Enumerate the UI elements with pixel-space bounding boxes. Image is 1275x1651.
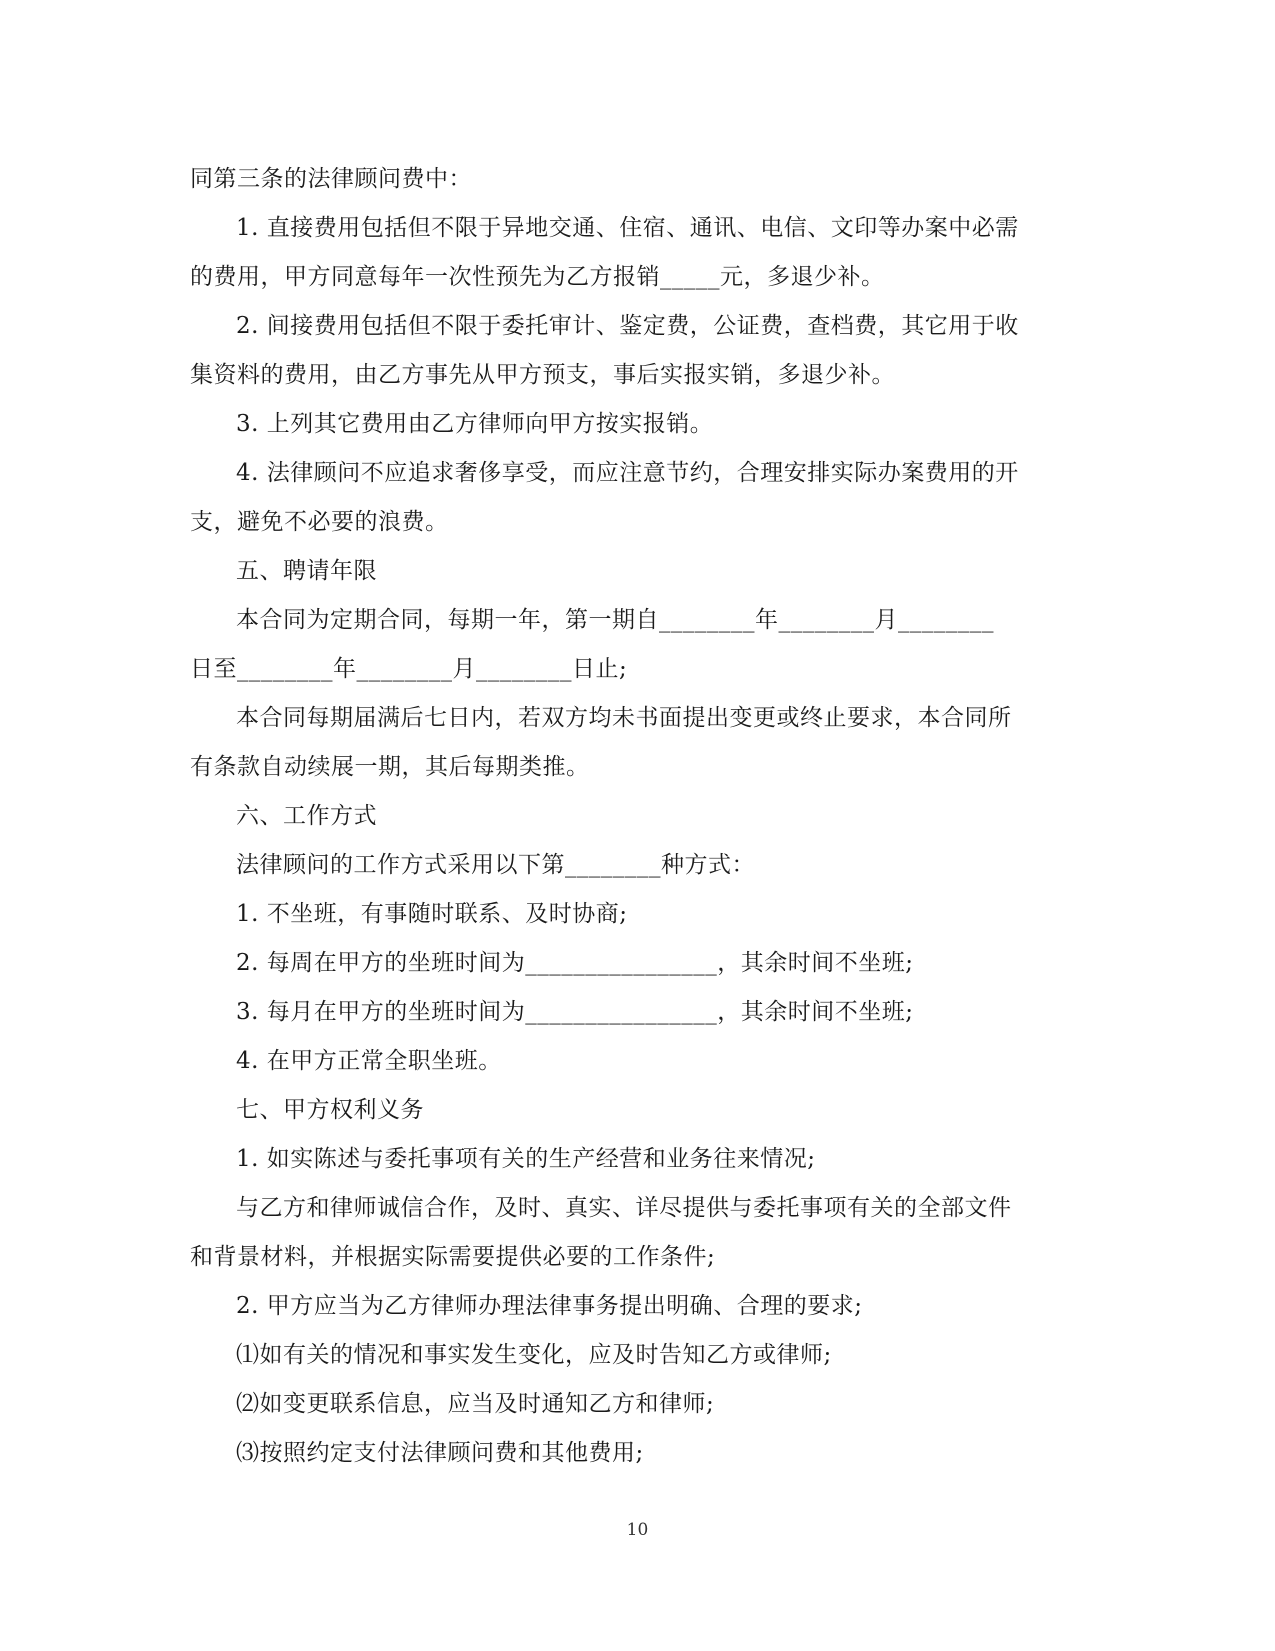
text-line: ⑶按照约定支付法律顾问费和其他费用; [236, 1440, 644, 1466]
text-line: 4. 法律顾问不应追求奢侈享受，而应注意节约，合理安排实际办案费用的开 [236, 460, 1019, 486]
section-heading: 六、工作方式 [236, 803, 377, 829]
text-line: 3. 上列其它费用由乙方律师向甲方按实报销。 [236, 411, 714, 437]
document-body [190, 155, 1070, 1478]
text-line: 与乙方和律师诚信合作，及时、真实、详尽提供与委托事项有关的全部文件 [236, 1195, 1012, 1221]
text-line: 支，避免不必要的浪费。 [190, 509, 449, 535]
page-number: 10 [626, 1520, 649, 1540]
text-line: 集资料的费用，由乙方事先从甲方预支，事后实报实销，多退少补。 [190, 362, 895, 388]
text-line: 法律顾问的工作方式采用以下第________种方式： [236, 852, 755, 878]
text-line: ⑴如有关的情况和事实发生变化，应及时告知乙方或律师; [236, 1342, 832, 1368]
section-heading: 五、聘请年限 [236, 558, 377, 584]
text-line: 日至________年________月________日止; [190, 656, 628, 682]
text-line: 1. 如实陈述与委托事项有关的生产经营和业务往来情况; [236, 1146, 816, 1172]
text-line: 同第三条的法律顾问费中： [190, 166, 472, 192]
text-line: 本合同每期届满后七日内，若双方均未书面提出变更或终止要求，本合同所 [236, 705, 1012, 731]
text-line: 1. 不坐班，有事随时联系、及时协商; [236, 901, 628, 927]
text-line: 4. 在甲方正常全职坐班。 [236, 1048, 502, 1074]
text-line: 和背景材料，并根据实际需要提供必要的工作条件; [190, 1244, 716, 1270]
text-line: 的费用，甲方同意每年一次性预先为乙方报销_____元，多退少补。 [190, 264, 885, 290]
text-line: 2. 甲方应当为乙方律师办理法律事务提出明确、合理的要求; [236, 1293, 863, 1319]
text-line: ⑵如变更联系信息，应当及时通知乙方和律师; [236, 1391, 715, 1417]
text-line: 1. 直接费用包括但不限于异地交通、住宿、通讯、电信、文印等办案中必需 [236, 215, 1019, 241]
text-line: 2. 每周在甲方的坐班时间为________________，其余时间不坐班; [236, 950, 914, 976]
text-line: 本合同为定期合同，每期一年，第一期自________年________月________ [236, 607, 994, 633]
section-heading: 七、甲方权利义务 [236, 1097, 424, 1123]
text-line: 3. 每月在甲方的坐班时间为________________，其余时间不坐班; [236, 999, 914, 1025]
text-line: 有条款自动续展一期，其后每期类推。 [190, 754, 590, 780]
text-line: 2. 间接费用包括但不限于委托审计、鉴定费，公证费，查档费，其它用于收 [236, 313, 1019, 339]
